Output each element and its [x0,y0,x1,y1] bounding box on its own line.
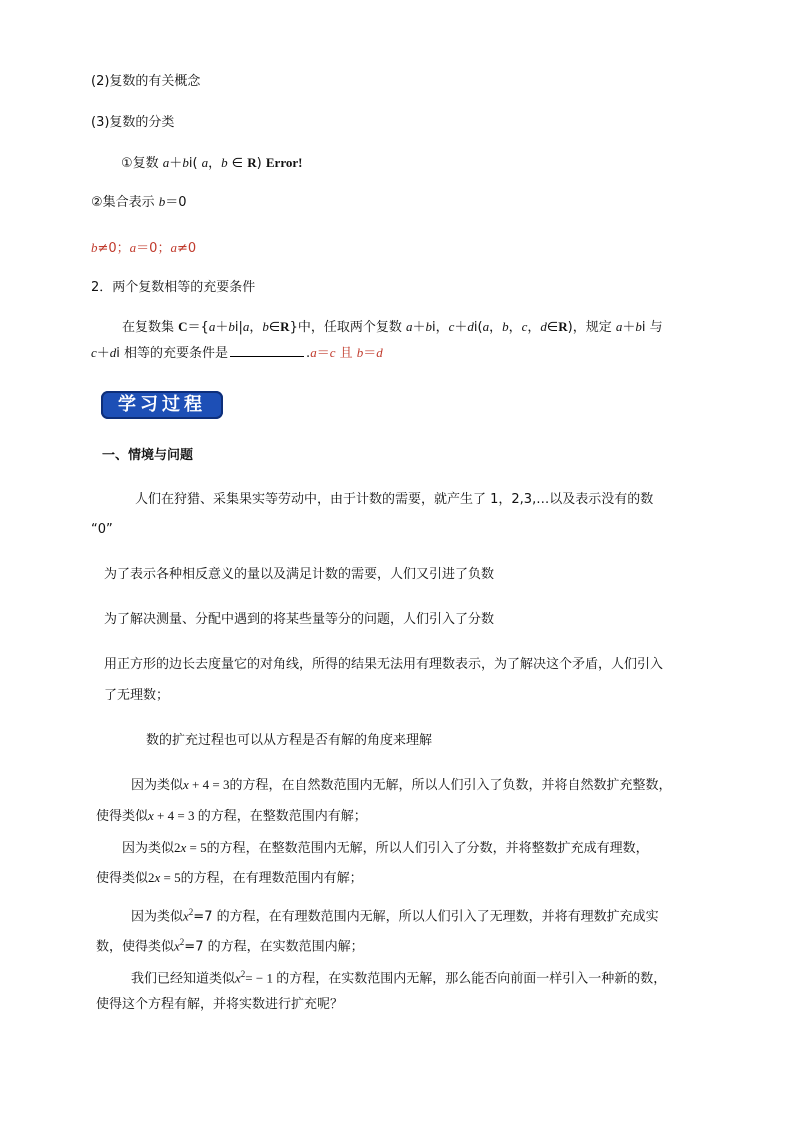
paragraph-equation-view: 数的扩充过程也可以从方程是否有解的角度来理解 [146,733,433,748]
heading-complex-classification: (3)复数的分类 [91,115,175,130]
answer-blank [230,344,304,357]
section-context-problem: 一、情境与问题 [102,448,194,463]
heading-complex-concepts: (2)复数的有关概念 [91,74,201,89]
heading-equal-condition: 2．两个复数相等的充要条件 [91,280,256,295]
example-1-line-2: 使得类似x + 4 = 3 的方程，在整数范围内有解； [96,808,367,824]
equal-condition-text-2: c＋di 相等的充要条件是 .a＝c 且 b＝d [91,345,383,361]
example-3-line-2: 数，使得类似$x^2=7$ 的方程，在实数范围内解； [96,937,364,955]
example-2-line-2: 使得类似2x = 5的方程，在有理数范围内有解； [96,870,363,886]
paragraph-fraction: 为了解决测量、分配中遇到的将某些量等分的问题，人们引入了分数 [104,612,495,627]
paragraph-irrational: 用正方形的边长去度量它的对角线，所得的结果无法用有理数表示，为了解决这个矛盾，人们引入 [104,657,664,672]
example-1-line-1: 因为类似x + 4 = 3的方程，在自然数范围内无解，所以人们引入了负数，并将自然数扩充整数， [131,777,672,793]
paragraph-negative: 为了表示各种相反意义的量以及满足计数的需要，人们又引进了负数 [104,567,495,582]
learning-process-banner: 学习过程 [101,391,223,419]
error-text: Error! [265,155,303,170]
answer-conditions: b≠0；a＝0；a≠0 [91,240,197,256]
example-4-line-2: 使得这个方程有解，并将实数进行扩充呢？ [96,997,344,1012]
equal-condition-text-1: 在复数集 C＝{a＋bi|a，b∈R}中，任取两个复数 a＋bi，c＋di(a，b，c，d∈R)，规定 a＋bi 与 [122,319,663,335]
paragraph-counting: 人们在狩猎、采集果实等劳动中，由于计数的需要，就产生了 1，2,3,…以及表示没有的数 [135,492,654,507]
classification-formula: ①复数 a＋bi( a，b ∈ R) Error! [121,155,303,171]
set-representation: ②集合表示 b＝0 [91,194,187,210]
example-3-line-1: 因为类似$x^2=7$ 的方程，在有理数范围内无解，所以人们引入了无理数，并将有理数扩充成实 [131,907,659,925]
paragraph-irrational-cont: 了无理数； [104,688,170,703]
example-2-line-1: 因为类似2x = 5的方程，在整数范围内无解，所以人们引入了分数，并将整数扩充成有理数， [122,840,649,856]
answer-equal: a＝c 且 b＝d [310,345,383,361]
paragraph-counting-cont: “0” [91,522,113,537]
example-4-line-1: 我们已经知道类似$x^2= - 1$ 的方程，在实数范围内无解，那么能否向前面一样引入一种新的数， [131,969,667,987]
